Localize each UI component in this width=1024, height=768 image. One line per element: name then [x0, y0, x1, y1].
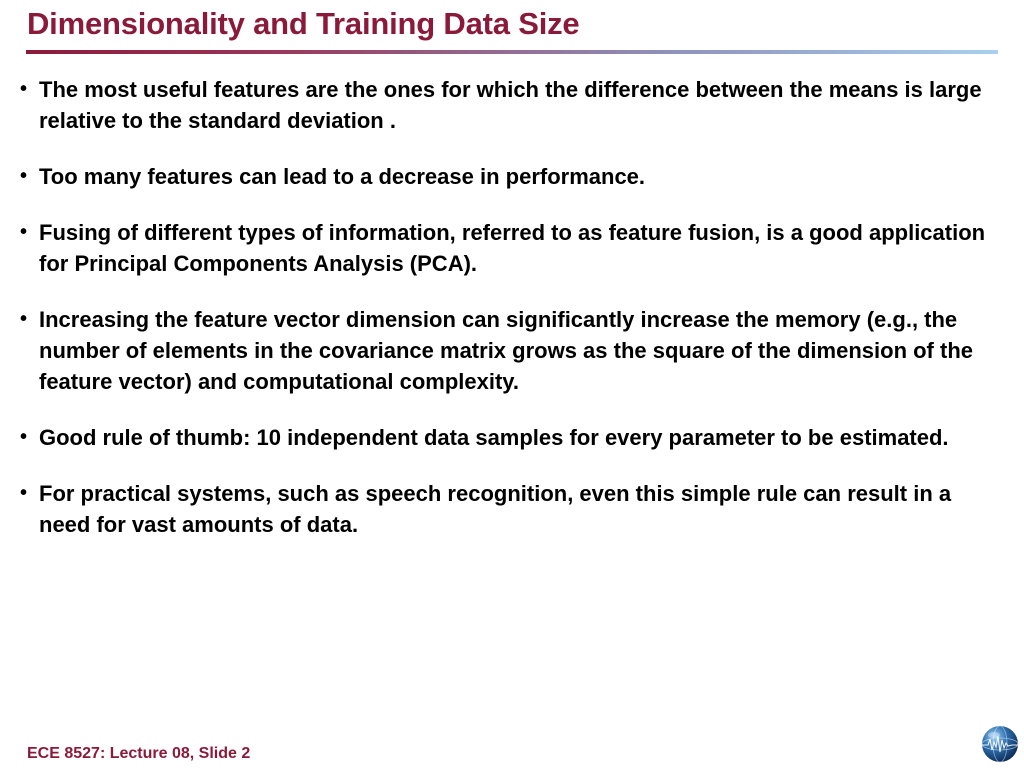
slide-footer: ECE 8527: Lecture 08, Slide 2 [27, 745, 251, 762]
slide-title: Dimensionality and Training Data Size [27, 6, 580, 41]
bullet-marker: • [20, 308, 28, 330]
bullet-text: Good rule of thumb: 10 independent data samples for every parameter to be estimated. [39, 425, 949, 450]
bullet-item [20, 422, 995, 453]
bullet-item [20, 304, 995, 397]
bullet-text: Too many features can lead to a decrease in performance. [39, 164, 646, 189]
bullet-text: Fusing of different types of information, referred to as feature fusion, is a good application for Principal Components Analysis (PCA). [39, 220, 986, 276]
bullet-item [20, 217, 995, 279]
bullet-text: Increasing the feature vector dimension can significantly increase the memory (e.g., the number of elements in the covariance matrix grows as the square of the dimension of the feature vector) and computational complexity. [39, 307, 973, 394]
bullet-list [20, 74, 995, 565]
bullet-text: For practical systems, such as speech recognition, even this simple rule can result in a need for vast amounts of data. [39, 481, 952, 537]
globe-icon [980, 724, 1020, 764]
bullet-text: The most useful features are the ones for which the difference between the means is large relative to the standard deviation . [39, 77, 982, 133]
bullet-marker: • [20, 482, 28, 504]
title-underline [26, 50, 998, 54]
bullet-marker: • [20, 426, 28, 448]
bullet-item [20, 74, 995, 136]
bullet-marker: • [20, 221, 28, 243]
bullet-item [20, 478, 995, 540]
bullet-marker: • [20, 165, 28, 187]
bullet-marker: • [20, 78, 28, 100]
bullet-item [20, 161, 995, 192]
